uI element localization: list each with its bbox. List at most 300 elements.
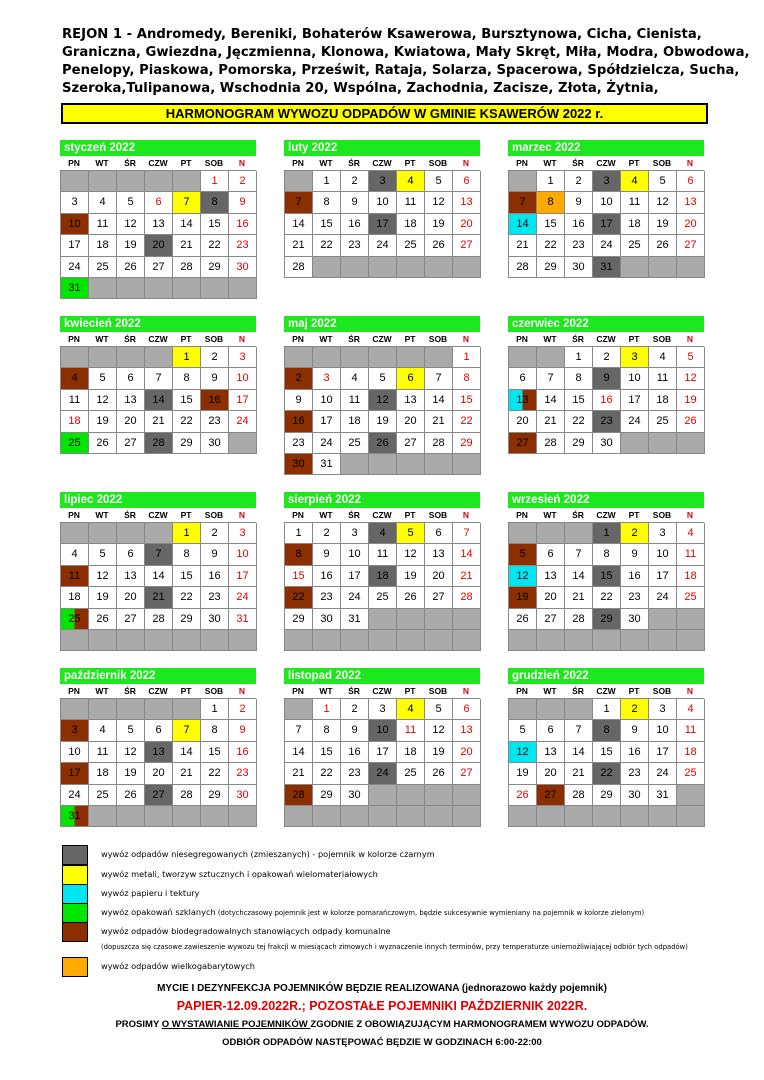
schedule-title: HARMONOGRAM WYWOZU ODPADÓW W GMINIE KSAWERÓW 2022 r. [61,103,708,124]
weekday-name: SOB [204,510,224,520]
day-cell: 13 [425,544,453,565]
day-cell: 3 [313,368,341,389]
empty-cell [285,699,313,720]
day-cell: 15 [593,742,621,763]
empty-cell [89,171,117,192]
empty-cell [89,347,117,368]
day-cell: 5 [89,544,117,565]
weekday-name: ŚR [348,510,360,520]
day-cell: 31 [341,609,369,630]
month-calendar [508,492,704,651]
empty-cell [397,454,425,475]
day-cell: 19 [649,214,677,235]
day-cell: 18 [649,390,677,411]
empty-cell [89,278,117,299]
day-cell: 3 [341,523,369,544]
day-grid [508,346,704,454]
weekday-name: PT [404,158,416,168]
weekday-name: CZW [596,686,616,696]
day-cell: 23 [313,587,341,608]
day-cell: 31 [229,609,257,630]
day-cell: 8 [201,720,229,741]
legend-mixed-label: wywóz odpadów niesegregowanych (zmieszanych) - pojemnik w kolorze czarnym [101,849,435,859]
empty-cell [173,171,201,192]
weekday-name: ŚR [124,334,136,344]
day-cell: 18 [61,587,89,608]
weekday-name: PN [292,334,304,344]
day-cell: 12 [89,390,117,411]
day-cell: 25 [649,411,677,432]
weekday-name: SOB [652,158,672,168]
day-cell: 14 [145,566,173,587]
day-cell: 6 [537,720,565,741]
day-cell: 25 [89,257,117,278]
empty-cell [117,171,145,192]
weekday-name: PN [292,158,304,168]
day-cell: 22 [453,411,481,432]
empty-cell [677,806,705,827]
empty-cell [145,806,173,827]
day-cell: 18 [61,411,89,432]
day-cell: 19 [117,235,145,256]
month-header: luty 2022 [284,140,480,156]
day-cell: 23 [229,235,257,256]
day-cell: 4 [89,720,117,741]
weekday-header [284,332,480,346]
day-cell: 4 [649,347,677,368]
month-calendar [508,316,704,454]
day-cell: 11 [89,742,117,763]
day-cell: 17 [61,763,89,784]
day-grid [508,170,704,278]
empty-cell [173,699,201,720]
month-calendar [284,140,480,278]
day-cell: 10 [649,544,677,565]
weekday-name: PT [628,334,640,344]
weekday-name: PT [180,510,192,520]
empty-cell [145,171,173,192]
day-cell: 26 [509,609,537,630]
day-cell: 6 [453,699,481,720]
empty-cell [649,609,677,630]
weekday-name: CZW [596,510,616,520]
empty-cell [397,630,425,651]
month-calendar [284,668,480,827]
day-cell: 21 [425,411,453,432]
day-cell: 18 [89,763,117,784]
legend-paper-label: wywóz papieru i tektury [101,888,200,898]
weekday-header [60,684,256,698]
empty-cell [341,806,369,827]
day-cell: 26 [425,763,453,784]
day-cell: 27 [425,587,453,608]
weekday-name: SOB [428,334,448,344]
day-cell: 12 [677,368,705,389]
day-cell: 3 [61,720,89,741]
day-cell: 16 [201,390,229,411]
legend-glass-note: (dotychczasowy pojemnik jest w kolorze pomarańczowym, będzie sukcesywnie wymieniany na pojemnik w kolorze zielonym) [215,909,645,917]
weekday-header [508,332,704,346]
day-cell: 8 [593,720,621,741]
weekday-header [508,684,704,698]
empty-cell [425,609,453,630]
day-cell: 30 [285,454,313,475]
day-cell: 31 [593,257,621,278]
day-cell: 19 [117,763,145,784]
empty-cell [89,630,117,651]
weekday-name: SOB [204,686,224,696]
day-cell: 28 [565,609,593,630]
weekday-name: WT [319,686,333,696]
empty-cell [621,257,649,278]
day-cell: 29 [453,433,481,454]
day-cell: 9 [565,192,593,213]
empty-cell [369,609,397,630]
day-cell: 3 [593,171,621,192]
day-cell: 27 [453,763,481,784]
empty-cell [537,523,565,544]
region-streets: REJON 1 - Andromedy, Bereniki, Bohaterów Ksawerowa, Bursztynowa, Cicha, Cienista, Graniczna, Gwiezdna, Jęczmienna, Klonowa, Kwiatowa, Mały Skręt, Miła, Modra, Obwodowa, Penelopy, Piaskowa, Pomorska, Prześwit, Rataja, Solarza, Spacerowa, Spółdzielcza, Sucha, Szeroka,Tulipanowa, Wschodnia 20, Wspólna, Zachodnia, Zacisze, Złota, Żytnia, [62,27,750,96]
empty-cell [649,433,677,454]
day-grid [508,698,704,827]
day-cell: 14 [537,390,565,411]
empty-cell [285,806,313,827]
day-cell: 24 [369,235,397,256]
day-cell: 31 [61,278,89,299]
weekday-name: CZW [372,686,392,696]
day-cell: 21 [453,566,481,587]
day-cell: 6 [145,192,173,213]
day-cell: 28 [145,609,173,630]
day-cell: 9 [341,720,369,741]
day-cell: 23 [341,763,369,784]
month-header: listopad 2022 [284,668,480,684]
empty-cell [677,630,705,651]
day-cell: 3 [229,347,257,368]
empty-cell [229,433,257,454]
day-cell: 26 [397,587,425,608]
day-cell: 17 [369,742,397,763]
day-cell: 9 [593,368,621,389]
empty-cell [453,257,481,278]
weekday-name: PT [180,334,192,344]
day-cell: 21 [145,587,173,608]
weekday-name: ŚR [348,686,360,696]
day-cell: 22 [313,235,341,256]
empty-cell [201,630,229,651]
day-cell: 11 [621,192,649,213]
day-cell: 14 [453,544,481,565]
empty-cell [649,630,677,651]
day-cell: 13 [537,742,565,763]
empty-cell [537,347,565,368]
empty-cell [593,630,621,651]
day-cell: 19 [89,411,117,432]
day-cell: 21 [285,235,313,256]
day-cell: 2 [621,699,649,720]
empty-cell [173,806,201,827]
day-cell: 5 [89,368,117,389]
day-cell: 27 [117,609,145,630]
day-cell: 4 [61,368,89,389]
day-cell: 16 [229,214,257,235]
weekday-name: SOB [428,158,448,168]
day-cell: 11 [369,544,397,565]
day-cell: 15 [313,214,341,235]
day-cell: 20 [397,411,425,432]
day-cell: 2 [201,347,229,368]
day-cell: 2 [229,699,257,720]
day-cell: 26 [677,411,705,432]
day-cell: 22 [173,411,201,432]
day-cell: 2 [593,347,621,368]
weekday-name: N [238,334,246,344]
month-header: lipiec 2022 [60,492,256,508]
empty-cell [425,454,453,475]
day-cell: 26 [425,235,453,256]
day-cell: 6 [453,171,481,192]
day-cell: 14 [565,566,593,587]
weekday-name: PT [628,158,640,168]
weekday-name: WT [543,510,557,520]
empty-cell [621,433,649,454]
weekday-name: WT [95,334,109,344]
empty-cell [173,630,201,651]
day-cell: 12 [89,566,117,587]
day-cell: 2 [565,171,593,192]
day-cell: 24 [621,411,649,432]
day-cell: 29 [285,609,313,630]
day-cell: 30 [621,785,649,806]
empty-cell [117,347,145,368]
day-cell: 21 [509,235,537,256]
day-cell: 2 [201,523,229,544]
empty-cell [453,806,481,827]
empty-cell [61,347,89,368]
day-cell: 13 [145,214,173,235]
empty-cell [117,523,145,544]
weekday-name: ŚR [572,686,584,696]
day-cell: 27 [677,235,705,256]
day-cell: 14 [285,742,313,763]
day-cell: 2 [341,171,369,192]
day-cell: 11 [61,566,89,587]
day-cell: 1 [201,699,229,720]
empty-cell [201,278,229,299]
day-cell: 13 [677,192,705,213]
empty-cell [509,699,537,720]
empty-cell [229,630,257,651]
day-cell: 5 [117,192,145,213]
day-cell: 14 [173,742,201,763]
weekday-name: N [462,686,470,696]
day-grid [60,170,256,299]
weekday-name: PN [516,158,528,168]
day-cell: 23 [229,763,257,784]
day-cell: 4 [89,192,117,213]
day-cell: 22 [201,235,229,256]
weekday-name: SOB [428,686,448,696]
day-cell: 6 [425,523,453,544]
day-cell: 20 [425,566,453,587]
day-cell: 22 [285,587,313,608]
weekday-name: ŚR [348,334,360,344]
day-cell: 10 [341,544,369,565]
day-cell: 18 [621,214,649,235]
day-cell: 10 [229,368,257,389]
day-cell: 8 [593,544,621,565]
day-grid [60,346,256,454]
day-cell: 4 [369,523,397,544]
empty-cell [117,806,145,827]
day-cell: 5 [677,347,705,368]
weekday-name: CZW [372,510,392,520]
weekday-name: ŚR [124,686,136,696]
day-cell: 10 [229,544,257,565]
day-cell: 16 [621,566,649,587]
day-cell: 9 [229,720,257,741]
empty-cell [509,171,537,192]
weekday-name: WT [95,510,109,520]
day-grid [284,346,480,475]
empty-cell [509,347,537,368]
empty-cell [369,257,397,278]
footer-cleaning: MYCIE I DEZYNFEKCJA POJEMNIKÓW BĘDZIE REALIZOWANA (jednorazowo każdy pojemnik) [157,983,607,994]
day-cell: 29 [201,257,229,278]
weekday-name: PN [68,158,80,168]
day-cell: 21 [565,763,593,784]
weekday-header [60,508,256,522]
day-cell: 13 [453,720,481,741]
day-cell: 14 [565,742,593,763]
day-cell: 12 [117,214,145,235]
weekday-header [508,156,704,170]
day-cell: 1 [537,171,565,192]
day-cell: 12 [509,566,537,587]
weekday-name: SOB [652,686,672,696]
empty-cell [509,806,537,827]
day-cell: 7 [509,192,537,213]
day-cell: 27 [537,785,565,806]
weekday-name: PN [516,334,528,344]
empty-cell [285,630,313,651]
weekday-name: CZW [596,158,616,168]
day-cell: 20 [145,235,173,256]
day-cell: 4 [61,544,89,565]
day-cell: 24 [229,411,257,432]
day-cell: 15 [313,742,341,763]
day-cell: 27 [117,433,145,454]
day-cell: 10 [621,368,649,389]
day-cell: 12 [397,544,425,565]
day-cell: 9 [621,544,649,565]
day-cell: 18 [677,742,705,763]
weekday-name: WT [95,686,109,696]
day-cell: 24 [649,763,677,784]
weekday-header [284,684,480,698]
empty-cell [145,630,173,651]
weekday-name: PN [292,686,304,696]
day-cell: 1 [593,699,621,720]
empty-cell [89,699,117,720]
empty-cell [313,347,341,368]
day-cell: 7 [453,523,481,544]
day-cell: 11 [649,368,677,389]
empty-cell [229,278,257,299]
weekday-name: N [462,510,470,520]
month-header: sierpień 2022 [284,492,480,508]
day-cell: 20 [117,587,145,608]
empty-cell [621,630,649,651]
weekday-name: N [686,686,694,696]
day-cell: 19 [509,763,537,784]
day-cell: 6 [509,368,537,389]
month-calendar [284,316,480,475]
day-cell: 17 [649,566,677,587]
day-cell: 29 [593,609,621,630]
day-cell: 5 [397,523,425,544]
month-header: czerwiec 2022 [508,316,704,332]
day-cell: 16 [285,411,313,432]
day-cell: 25 [61,433,89,454]
weekday-name: ŚR [572,158,584,168]
day-cell: 23 [201,411,229,432]
day-cell: 2 [229,171,257,192]
day-cell: 14 [145,390,173,411]
month-calendar [60,316,256,454]
day-cell: 12 [117,742,145,763]
day-cell: 24 [229,587,257,608]
day-cell: 5 [509,720,537,741]
day-cell: 27 [509,433,537,454]
weekday-name: PT [180,686,192,696]
day-cell: 15 [453,390,481,411]
day-cell: 24 [593,235,621,256]
weekday-name: PN [292,510,304,520]
day-cell: 21 [565,587,593,608]
month-header: kwiecień 2022 [60,316,256,332]
day-cell: 20 [117,411,145,432]
day-cell: 25 [397,763,425,784]
empty-cell [677,433,705,454]
empty-cell [61,630,89,651]
legend-bio-label: wywóz odpadów biodegradowalnych stanowiących odpady komunalne [101,926,391,936]
day-cell: 23 [621,587,649,608]
empty-cell [89,523,117,544]
empty-cell [537,699,565,720]
empty-cell [509,630,537,651]
day-cell: 25 [61,609,89,630]
month-calendar [284,492,480,651]
day-cell: 8 [537,192,565,213]
day-cell: 13 [117,390,145,411]
metal-swatch [62,865,88,885]
bio-swatch [62,922,88,942]
day-cell: 15 [201,742,229,763]
day-cell: 12 [649,192,677,213]
day-cell: 6 [537,544,565,565]
day-cell: 29 [201,785,229,806]
empty-cell [397,257,425,278]
day-cell: 12 [369,390,397,411]
weekday-name: PN [68,686,80,696]
day-cell: 8 [173,368,201,389]
day-cell: 10 [369,720,397,741]
weekday-name: PT [180,158,192,168]
empty-cell [565,630,593,651]
day-cell: 21 [285,763,313,784]
month-header: październik 2022 [60,668,256,684]
